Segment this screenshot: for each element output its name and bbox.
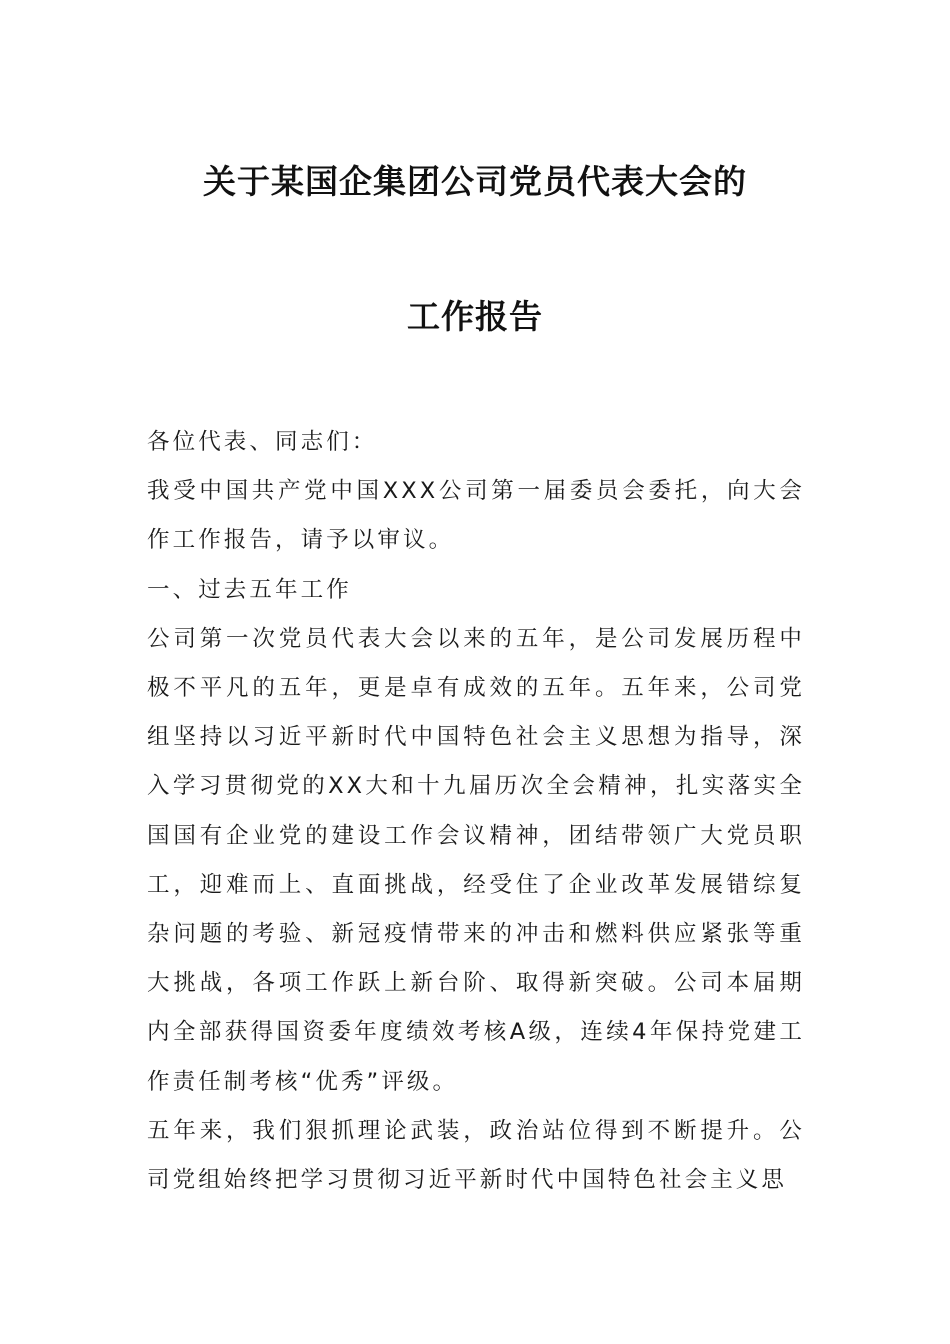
intro-paragraph: 我受中国共产党中国XXX公司第一届委员会委托，向大会作工作报告，请予以审议。	[147, 478, 805, 554]
document-title-line-2: 工作报告	[407, 297, 543, 336]
document-title-line-1: 关于某国企集团公司党员代表大会的	[203, 162, 747, 201]
document-body	[147, 418, 805, 1205]
section-heading: 一、过去五年工作	[147, 576, 352, 603]
body-paragraph: 公司第一次党员代表大会以来的五年，是公司发展历程中极不平凡的五年，更是卓有成效的五年。五年来，公司党组坚持以习近平新时代中国特色社会主义思想为指导，深入学习贯彻党的XX大和十九届历次全会精神，扎实落实全国国有企业党的建设工作会议精神，团结带领广大党员职工，迎难而上、直面挑战，经受住了企业改革发展错综复杂问题的考验、新冠疫情带来的冲击和燃料供应紧张等重大挑战，各项工作跃上新台阶、取得新突破。公司本届期内全部获得国资委年度绩效考核A级，连续4年保持党建工作责任制考核“优秀”评级。	[147, 625, 805, 1095]
body-paragraph: 五年来，我们狠抓理论武装，政治站位得到不断提升。公司党组始终把学习贯彻习近平新时代中国特色社会主义思	[147, 1117, 805, 1194]
salutation-paragraph: 各位代表、同志们：	[147, 429, 378, 455]
